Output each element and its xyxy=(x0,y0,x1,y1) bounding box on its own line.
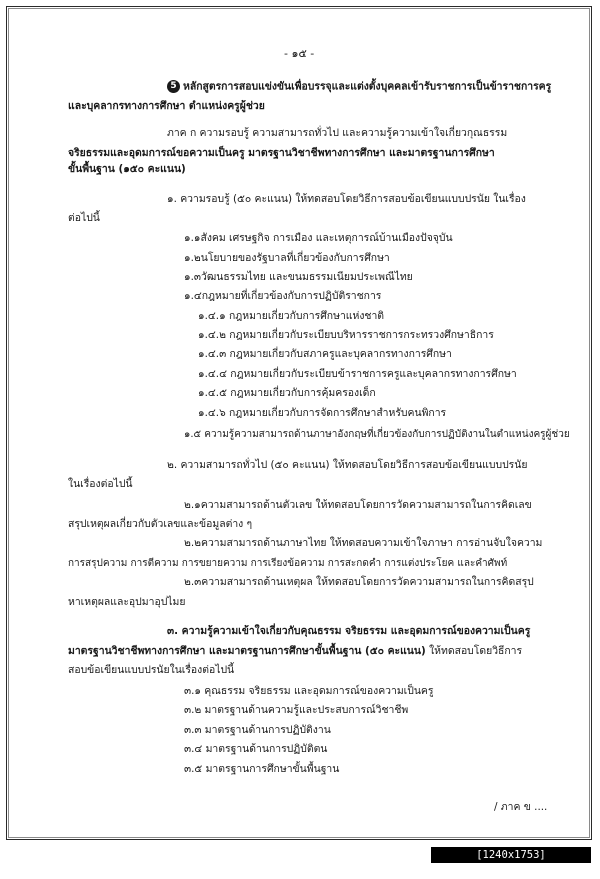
law-item: ๑.๔.๒ กฎหมายเกี่ยวกับระเบียบบริหารราชการกระทรวงศึกษาธิการ xyxy=(198,329,494,341)
s3-item: ๓.๓ มาตรฐานด้านการปฏิบัติงาน xyxy=(184,724,331,736)
section-2-line-1: ๒. ความสามารถทั่วไป (๕๐ คะแนน) ให้ทดสอบโดยวิธีการสอบข้อเขียนแบบปรนัย xyxy=(167,459,528,471)
part-a-line-1: ภาค ก ความรอบรู้ ความสามารถทั่วไป และความรู้ความเข้าใจเกี่ยวกุณธรรม xyxy=(167,127,508,139)
section-1-line-1: ๑. ความรอบรู้ (๕๐ คะแนน) ให้ทดสอบโดยวิธีการสอบข้อเขียนแบบปรนัย ในเรื่อง xyxy=(167,193,526,205)
s2-3-line-1: ๒.๓ความสามารถด้านเหตุผล ให้ทดสอบโดยการวัดความสามารถในการคิดสรุป xyxy=(184,576,534,588)
s3-item: ๓.๒ มาตรฐานด้านความรู้และประสบการณ์วิชาชีพ xyxy=(184,704,409,716)
heading-line-2: และบุคลากรทางการศึกษา ตำแหน่งครูผู้ช่วย xyxy=(68,100,265,112)
page-number: - ๑๕ - xyxy=(284,47,315,60)
section-heading xyxy=(167,80,551,94)
s1-item: ๑.๓วัฒนธรรมไทย และขนมธรรมเนียมประเพณีไทย xyxy=(184,271,413,283)
s1-item: ๑.๔กฎหมายที่เกี่ยวข้องกับการปฏิบัติราชการ xyxy=(184,290,382,302)
section-3-line-2 xyxy=(68,645,522,658)
law-item: ๑.๔.๖ กฎหมายเกี่ยวกับการจัดการศึกษาสำหรับคนพิการ xyxy=(198,407,447,419)
s3-item: ๓.๑ คุณธรรม จริยธรรม และอุดมการณ์ของความเป็นครู xyxy=(184,685,434,697)
section-3-line-1: ๓. ความรู้ความเข้าใจเกี่ยวกับคุณธรรม จริยธรรม และอุดมการณ์ของความเป็นครู xyxy=(167,625,531,637)
law-item: ๑.๔.๓ กฎหมายเกี่ยวกับสภาครูและบุคลากรทางการศึกษา xyxy=(198,348,452,360)
section-2-line-2: ในเรื่องต่อไปนี้ xyxy=(68,478,133,490)
s3-line-2-bold: มาตรฐานวิชาชีพทางการศึกษา และมาตรฐานการศึกษาขั้นพื้นฐาน (๕๐ คะแนน) xyxy=(68,645,426,657)
continue-note: / ภาค ข .... xyxy=(494,801,548,813)
law-item: ๑.๔.๑ กฎหมายเกี่ยวกับการศึกษาแห่งชาติ xyxy=(198,310,385,322)
s2-2-line-2: การสรุปความ การตีความ การขยายความ การเรียงข้อความ การสะกดคำ การแต่งประโยค และคำศัพท์ xyxy=(68,558,508,569)
s3-line-2-rest: ให้ทดสอบโดยวิธีการ xyxy=(425,645,523,657)
s2-1-line-1: ๒.๑ความสามารถด้านตัวเลข ให้ทดสอบโดยการวัดความสามารถในการคิดเลข xyxy=(184,499,532,511)
s2-2-line-1: ๒.๒ความสามารถด้านภาษาไทย ให้ทดสอบความเข้าใจภาษา การอ่านจับใจความ xyxy=(184,537,543,549)
image-size-badge: [1240x1753] https://upic.me xyxy=(431,847,591,863)
law-item: ๑.๔.๕ กฎหมายเกี่ยวกับการคุ้มครองเด็ก xyxy=(198,387,376,399)
section-3-line-3: สอบข้อเขียนแบบปรนัยในเรื่องต่อไปนี้ xyxy=(68,664,235,676)
heading-line-1: หลักสูตรการสอบแข่งขันเพื่อบรรจุและแต่งตั้งบุคคลเข้ารับราชการเป็นข้าราชการครู xyxy=(183,80,552,93)
s3-item: ๓.๕ มาตรฐานการศึกษาขั้นพื้นฐาน xyxy=(184,763,340,775)
s2-1-line-2: สรุปเหตุผลเกี่ยวกับตัวเลขและข้อมูลต่าง ๆ xyxy=(68,518,253,530)
part-a-line-2: จริยธรรมและอุดมการณ์ขอความเป็นครู มาตรฐานวิชาชีพทางการศึกษา และมาตรฐานการศึกษา xyxy=(68,147,495,159)
part-a-line-3: ขั้นพื้นฐาน (๑๕๐ คะแนน) xyxy=(68,163,186,175)
number-five-badge-icon: 5 xyxy=(167,80,180,93)
s1-item: ๑.๑สังคม เศรษฐกิจ การเมือง และเหตุการณ์บ้านเมืองปัจจุบัน xyxy=(184,232,453,244)
s1-item: ๑.๒นโยบายของรัฐบาลที่เกี่ยวข้องกับการศึกษา xyxy=(184,252,390,264)
section-1-line-2: ต่อไปนี้ xyxy=(68,212,100,224)
s3-item: ๓.๔ มาตรฐานด้านการปฏิบัติตน xyxy=(184,743,328,755)
s2-3-line-2: หาเหตุผลและอุปมาอุปไมย xyxy=(68,596,186,608)
s1-item-5: ๑.๕ ความรู้ความสามารถด้านภาษาอังกฤษที่เกี่ยวข้องกับการปฏิบัติงานในตำแหน่งครูผู้ช่วย xyxy=(184,429,570,440)
law-item: ๑.๔.๔ กฎหมายเกี่ยวกับระเบียบข้าราชการครูและบุคลากรทางการศึกษา xyxy=(198,368,517,380)
